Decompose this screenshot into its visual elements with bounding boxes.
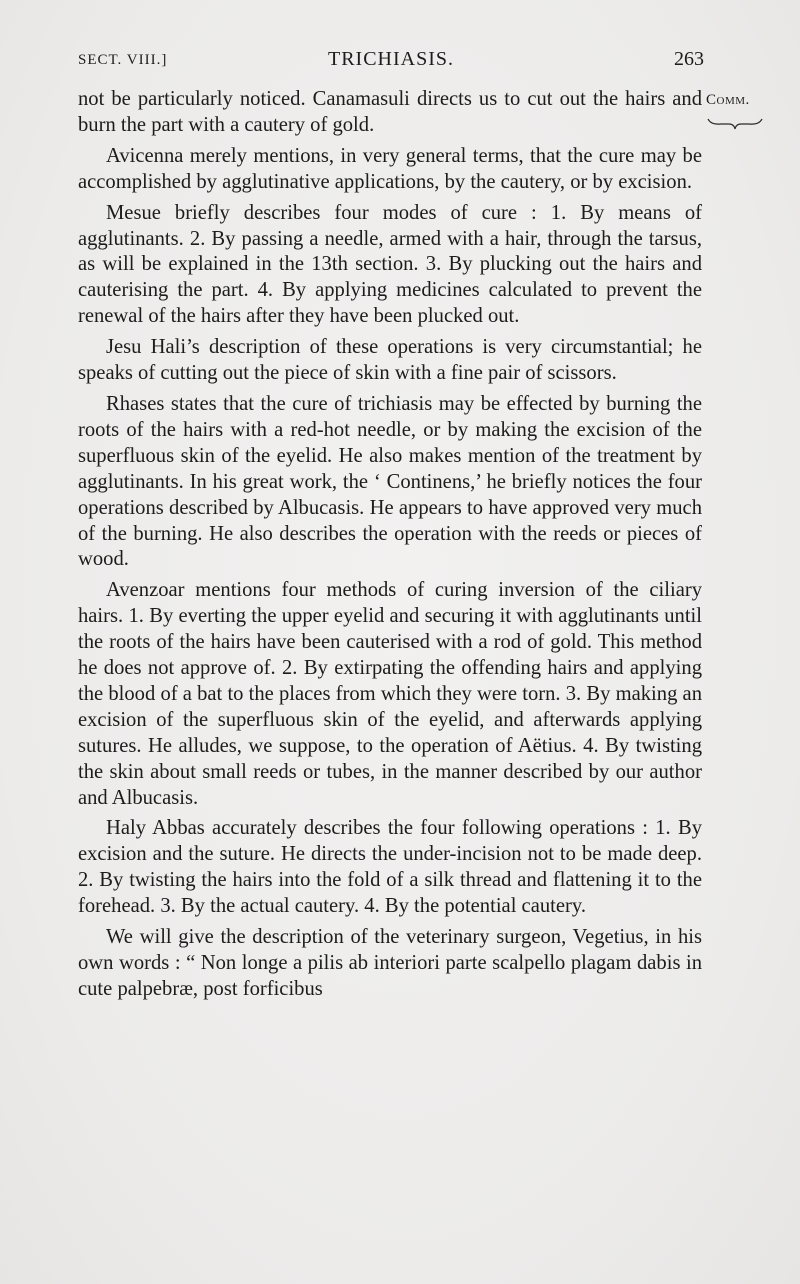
paragraph-haly-abbas: Haly Abbas accurately describes the four following operations : 1. By excision and the suture. He directs the under-incision not to be made deep. 2. By twisting the hairs into the fold of a silk thread and flattening it to the forehead. 3. By the actual cautery. 4. By the potential cautery. — [78, 817, 702, 918]
paragraph-avenzoar: Avenzoar mentions four methods of curing inversion of the ciliary hairs. 1. By everting the upper eyelid and securing it with agglutinants until the roots of the hairs have been cauterised with a rod of gold. This method he does not approve of. 2. By extirpating the offending hairs and applying the blood of a bat to the places from which they were torn. 3. By making an excision of the superfluous skin of the eyelid, and afterwards applying sutures. He alludes, we suppose, to the operation of Aëtius. 4. By twisting the skin about small reeds or tubes, in the manner described by our author and Albucasis. — [78, 579, 702, 809]
running-title: TRICHIASIS. — [327, 48, 454, 70]
body-text — [78, 87, 702, 1008]
paragraph-rhases: Rhases states that the cure of trichiasis may be effected by burning the roots of the hairs with a red-hot needle, or by making the excision of the superfluous skin of the eyelid. He also makes mention of the treatment by agglutinants. In his great work, the ‘ Continens,’ he briefly notices the four operations described by Albucasis. He appears to have approved very much of the burning. He also describes the operation with the reeds or pieces of wood. — [78, 392, 702, 571]
paragraph-jesu-hali: Jesu Hali’s description of these operations is very circumstantial; he speaks of cutting out the piece of skin with a fine pair of scissors. — [78, 336, 702, 385]
paragraph-mesue: Mesue briefly describes four modes of cure : 1. By means of agglutinants. 2. By passing a needle, armed with a hair, through the tarsus, as will be explained in the 13th section. 3. By plucking out the hairs and cauterising the part. 4. By applying medicines calculated to prevent the renewal of the hairs after they have been plucked out. — [78, 201, 702, 328]
paragraph-avicenna: Avicenna merely mentions, in very general terms, that the cure may be accomplished by agglutinative applications, by the cautery, or by excision. — [78, 144, 702, 193]
running-header — [78, 48, 704, 74]
section-label: SECT. VIII.] — [78, 52, 168, 68]
margin-brace — [707, 116, 763, 130]
paragraph-vegetius: We will give the description of the veterinary surgeon, Vegetius, in his own words : “ Non longe a pilis ab interiori parte scalpello plagam dabis in cute palpebræ, post forficibus — [78, 926, 702, 1000]
margin-note: Comm. — [706, 92, 750, 108]
page-number: 263 — [674, 48, 704, 70]
paragraph-continuation: not be particularly noticed. Canamasuli directs us to cut out the hairs and burn the part with a cautery of gold. — [78, 88, 702, 136]
